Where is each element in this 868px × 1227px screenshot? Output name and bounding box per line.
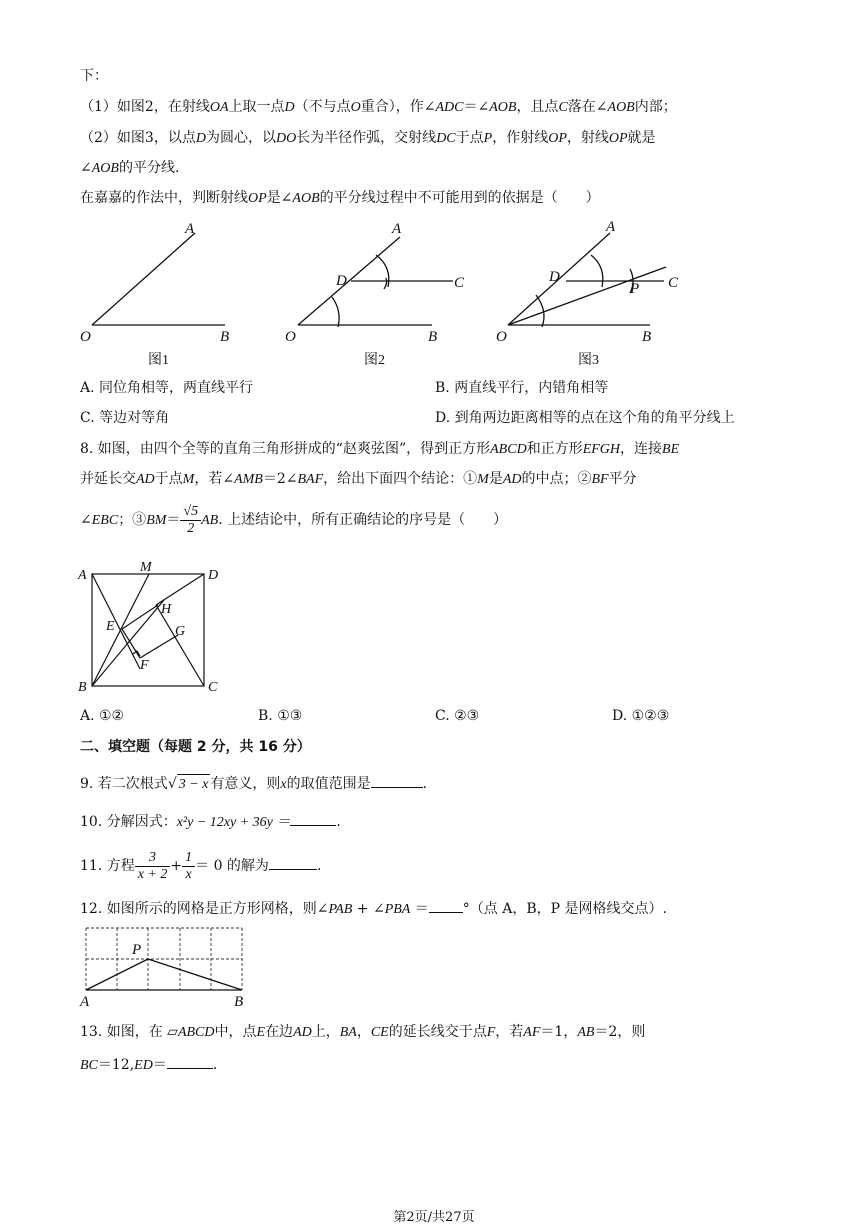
fig1-ray-oa	[92, 233, 195, 325]
fig3-label-p: P	[630, 281, 640, 297]
fig2-label-c: C	[454, 275, 465, 291]
q8-line1: 8. 如图，由四个全等的直角三角形拼成的“赵爽弦图”，得到正方形ABCD和正方形EFGH，连接BE	[80, 441, 680, 457]
page-footer: 第2页/共27页	[393, 1210, 475, 1225]
q8-line3: ∠EBC；③BM＝ $\frac{√5}{2}$ AB. 上述结论中，所有正确结论的序号是（ ）	[80, 503, 508, 536]
option-b[interactable]: B. 两直线平行，内错角相等	[435, 380, 609, 396]
label-p: P	[132, 942, 142, 958]
q9: 9. 若二次根式√ 3 − x 有意义，则x的取值范围是 .	[80, 773, 427, 795]
figures-q7	[70, 215, 710, 375]
label-a: A	[80, 994, 90, 1010]
label-f: F	[140, 658, 149, 673]
fig2-label-a: A	[392, 221, 402, 237]
label-c: C	[208, 680, 218, 695]
fig3-label-a: A	[606, 219, 616, 235]
fig2-label-o: O	[285, 329, 296, 345]
fig3-caption: 图3	[578, 353, 599, 368]
q8-option-a[interactable]: A. ①②	[80, 708, 125, 724]
fig2-caption: 图2	[364, 353, 385, 368]
text-line: （2）如图3，以点D为圆心，以DO长为半径作弧，交射线DC于点P，作射线OP，射线OP就是	[80, 130, 656, 146]
fig2-arc-o	[332, 297, 339, 327]
label-h: H	[161, 602, 172, 617]
answer-blank[interactable]	[429, 898, 463, 913]
label-a: A	[78, 568, 87, 583]
fig2-arc-mark	[384, 278, 387, 289]
q12: 12. 如图所示的网格是正方形网格，则∠PAB + ∠PBA ＝ °（点 A，B，P 是网格线交点）.	[80, 898, 667, 920]
fig1-label-a: A	[185, 221, 195, 237]
answer-blank[interactable]	[290, 811, 336, 826]
q8-line2: 并延长交AD于点M，若∠AMB＝2∠BAF，给出下面四个结论：①M是AD的中点；②BF平分	[80, 471, 637, 487]
sqrt5-over-2: $\frac{√5}{2}$	[180, 504, 201, 537]
line-ef	[122, 629, 140, 658]
figure-q8	[72, 557, 232, 697]
q10: 10. 分解因式：x²y − 12xy + 36y ＝ .	[80, 811, 341, 833]
option-c[interactable]: C. 等边对等角	[80, 410, 170, 426]
section-heading: 二、填空题（每题 2 分，共 16 分）	[80, 739, 311, 755]
label-b: B	[78, 680, 87, 695]
text-line: （1）如图2，在射线OA上取一点D（不与点O重合），作∠ADC＝∠AOB，且点C落在∠AOB内部；	[80, 99, 677, 115]
line-cg	[156, 605, 204, 686]
label-g: G	[175, 624, 186, 639]
fig2-label-d: D	[336, 273, 347, 289]
segment-pb	[148, 959, 242, 990]
q8-option-c[interactable]: C. ②③	[435, 708, 480, 724]
line-dh	[156, 574, 204, 605]
label-m: M	[140, 560, 152, 575]
fig3-label-d: D	[549, 269, 560, 285]
q13-line1: 13. 如图，在 ▱ABCD中，点E在边AD上，BA，CE的延长线交于点F，若AF＝1，AB＝2，则	[80, 1024, 646, 1040]
line-bh	[92, 600, 164, 686]
label-d: D	[208, 568, 219, 583]
q8-option-d[interactable]: D. ①②③	[612, 708, 670, 724]
fig3-label-o: O	[496, 329, 507, 345]
q8-option-b[interactable]: B. ①③	[258, 708, 303, 724]
answer-blank[interactable]	[167, 1054, 213, 1069]
fig3-label-c: C	[668, 275, 679, 291]
label-e: E	[106, 619, 115, 634]
question-stem: 在嘉嘉的作法中，判断射线OP是∠AOB的平分线过程中不可能用到的依据是（ ）	[80, 190, 600, 206]
text-line: 下：	[80, 68, 108, 84]
option-a[interactable]: A. 同位角相等，两直线平行	[80, 380, 254, 396]
fig3-ray-op	[508, 267, 666, 325]
text-line: ∠AOB的平分线.	[80, 160, 180, 176]
fig3-arc-d	[591, 255, 603, 287]
fig1-label-o: O	[80, 329, 91, 345]
fig1-label-b: B	[220, 329, 230, 345]
q13-line2: BC＝12,ED＝ .	[80, 1054, 217, 1076]
answer-blank[interactable]	[371, 773, 423, 788]
fig2-label-b: B	[428, 329, 438, 345]
option-d[interactable]: D. 到角两边距离相等的点在这个角的角平分线上	[435, 410, 735, 426]
q11: 11. 方程 $\frac{3}{x + 2}$ + $\frac{1}{x}$ ＝ 0 的解为 .	[80, 849, 322, 882]
label-b: B	[234, 994, 244, 1010]
right-angle-mark	[133, 651, 140, 656]
fig3-arc-o	[536, 295, 544, 327]
answer-blank[interactable]	[269, 855, 317, 870]
line-fg	[140, 635, 178, 658]
fig1-caption: 图1	[148, 353, 169, 368]
fig3-label-b: B	[642, 329, 652, 345]
figure-q12	[76, 922, 256, 1012]
